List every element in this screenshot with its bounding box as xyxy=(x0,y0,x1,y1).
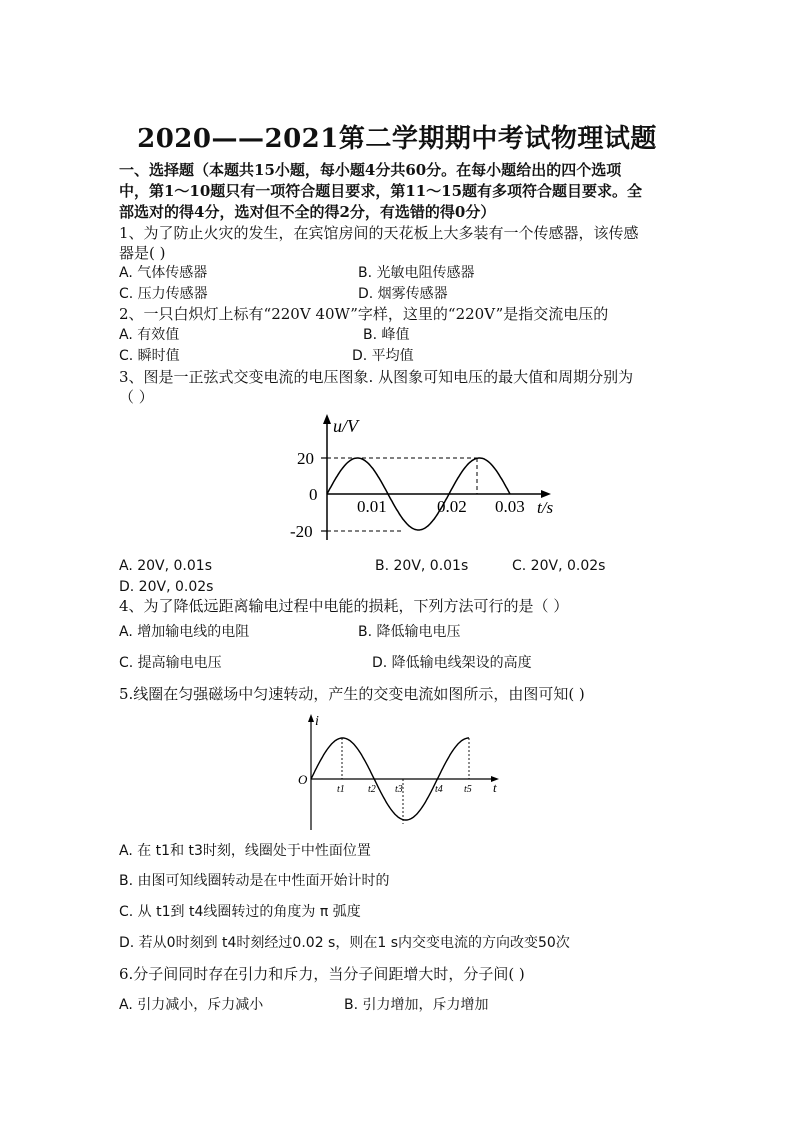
q3-stem-line-1: 3、图是一正弦式交变电流的电压图象. 从图象可知电压的最大值和周期分别为 xyxy=(119,368,634,386)
q3-option-b: B. 20V, 0.01s xyxy=(375,558,469,574)
section-header-line-1: 一、选择题（本题共15小题，每小题4分共60分。在每小题给出的四个选项 xyxy=(119,161,622,179)
x-tick-label-003: 0.03 xyxy=(495,497,525,516)
x-tick-label-002: 0.02 xyxy=(437,497,467,516)
q4-stem: 4、为了降低远距离输电过程中电能的损耗，下列方法可行的是（ ） xyxy=(119,597,569,615)
y-tick-label-neg20: -20 xyxy=(290,522,313,541)
q1-stem-line-2: 器是( ) xyxy=(119,244,166,262)
t4-label: t4 xyxy=(435,784,443,795)
q3-stem-line-2: （ ） xyxy=(119,388,154,406)
origin-label: O xyxy=(298,772,308,787)
q2-option-a: A. 有效值 xyxy=(119,327,180,343)
q1-option-a: A. 气体传感器 xyxy=(119,265,208,281)
q2-option-d: D. 平均值 xyxy=(352,348,414,364)
q5-option-c: C. 从 t1到 t4线圈转过的角度为 π 弧度 xyxy=(119,904,361,920)
section-header-line-2: 中，第1～10题只有一项符合题目要求，第11～15题有多项符合题目要求。全 xyxy=(119,182,643,200)
q3-option-a: A. 20V, 0.01s xyxy=(119,558,212,574)
q1-option-c: C. 压力传感器 xyxy=(119,286,208,302)
i-axis-arrow xyxy=(308,714,314,722)
q5-option-a: A. 在 t1和 t3时刻，线圈处于中性面位置 xyxy=(119,843,371,859)
x-axis-label: t/s xyxy=(537,498,554,517)
i-axis-label: i xyxy=(315,714,319,729)
current-sine-graph xyxy=(295,712,510,832)
t-axis-label: t xyxy=(493,780,497,795)
q1-option-b: B. 光敏电阻传感器 xyxy=(358,265,475,281)
q1-stem-line-1: 1、为了防止火灾的发生，在宾馆房间的天花板上大多装有一个传感器，该传感 xyxy=(119,224,639,242)
q5-option-b: B. 由图可知线圈转动是在中性面开始计时的 xyxy=(119,873,390,889)
q3-option-d: D. 20V, 0.02s xyxy=(119,579,214,595)
y-tick-label-0: 0 xyxy=(309,485,318,504)
q6-option-b: B. 引力增加，斥力增加 xyxy=(344,997,489,1013)
x-tick-label-001: 0.01 xyxy=(357,497,387,516)
t3-label: t3 xyxy=(395,784,403,795)
q4-option-c: C. 提高输电电压 xyxy=(119,655,222,671)
section-header-line-3: 部选对的得4分，选对但不全的得2分，有选错的得0分） xyxy=(119,203,496,221)
q1-option-d: D. 烟雾传感器 xyxy=(358,286,448,302)
y-axis-label: u/V xyxy=(333,416,358,436)
q2-option-c: C. 瞬时值 xyxy=(119,348,180,364)
page-title: 2020——2021第二学期期中考试物理试题 xyxy=(137,124,657,154)
t1-label: t1 xyxy=(337,784,345,795)
q2-stem: 2、一只白炽灯上标有“220V 40W”字样，这里的“220V”是指交流电压的 xyxy=(119,305,609,323)
y-axis-arrow xyxy=(323,414,331,424)
q6-option-a: A. 引力减小，斥力减小 xyxy=(119,997,264,1013)
q4-option-a: A. 增加输电线的电阻 xyxy=(119,624,250,640)
q3-option-c: C. 20V, 0.02s xyxy=(512,558,606,574)
x-axis-arrow xyxy=(541,490,551,498)
q4-option-b: B. 降低输电电压 xyxy=(358,624,461,640)
q5-stem: 5.线圈在匀强磁场中匀速转动，产生的交变电流如图所示，由图可知( ) xyxy=(119,685,585,703)
voltage-sine-graph xyxy=(285,410,560,550)
q4-option-d: D. 降低输电线架设的高度 xyxy=(372,655,532,671)
y-tick-label-20: 20 xyxy=(297,449,314,468)
q6-stem: 6.分子间同时存在引力和斥力，当分子间距增大时，分子间( ) xyxy=(119,965,525,983)
t5-label: t5 xyxy=(464,784,472,795)
q2-option-b: B. 峰值 xyxy=(363,327,410,343)
q5-option-d: D. 若从0时刻到 t4时刻经过0.02 s，则在1 s内交变电流的方向改变50次 xyxy=(119,935,570,951)
t2-label: t2 xyxy=(368,784,376,795)
